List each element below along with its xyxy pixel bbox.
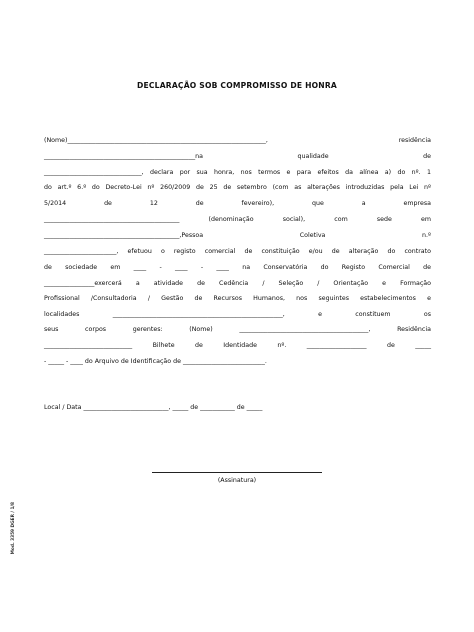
document-title: DECLARAÇÃO SOB COMPROMISSO DE HONRA <box>137 81 337 90</box>
place-date-line: Local / Data ___________________________, _____ de ___________ de _____ <box>44 404 263 411</box>
text-line-12: localidades ______________________________________________________, e constituem os <box>44 311 431 318</box>
text-line-9: de sociedade em ____ - ____ - ____ na Conservatória do Registo Comercial de <box>44 264 431 271</box>
signature-line <box>152 472 322 473</box>
text-line-6: ___________________________________________ (denominação social), com sede em <box>44 216 431 223</box>
text-line-4: do art.º 6.º do Decreto-Lei nº 260/2009 de 25 de setembro (com as alterações introduzidas pela Lei nº <box>44 184 431 191</box>
text-line-8: _______________________, efetuou o registo comercial de constituição e/ou de alteração do contrato <box>44 248 431 255</box>
side-form-code: Mod. 3359 DGER / 1/8 <box>11 502 16 555</box>
text-line-14: ____________________________ Bilhete de Identidade nº. ___________________ de _____ <box>44 342 431 349</box>
text-line-1: (Nome)_______________________________________________________________, residência <box>44 137 431 144</box>
text-line-13: seus corpos gerentes: (Nome) _________________________________________, Residência <box>44 326 431 333</box>
text-line-15: - _____ - ____ do Arquivo de Identificação de __________________________. <box>44 358 267 365</box>
text-line-11: Profissional /Consultadoria / Gestão de Recursos Humanos, nos seguintes estabelecimentos e <box>44 295 431 302</box>
text-line-5: 5/2014 de 12 de fevereiro), que a empresa <box>44 200 431 207</box>
text-line-7: ___________________________________________,Pessoa Coletiva n.º <box>44 232 431 239</box>
text-line-10: ________________exercerá a atividade de Cedência / Seleção / Orientação e Formação <box>44 280 431 287</box>
signature-label: (Assinatura) <box>217 477 257 484</box>
text-line-3: _______________________________, declara por sua honra, nos termos e para efeitos da alínea a) do nº. 1 <box>44 169 431 176</box>
text-line-2: ________________________________________________na qualidade de <box>44 153 431 160</box>
